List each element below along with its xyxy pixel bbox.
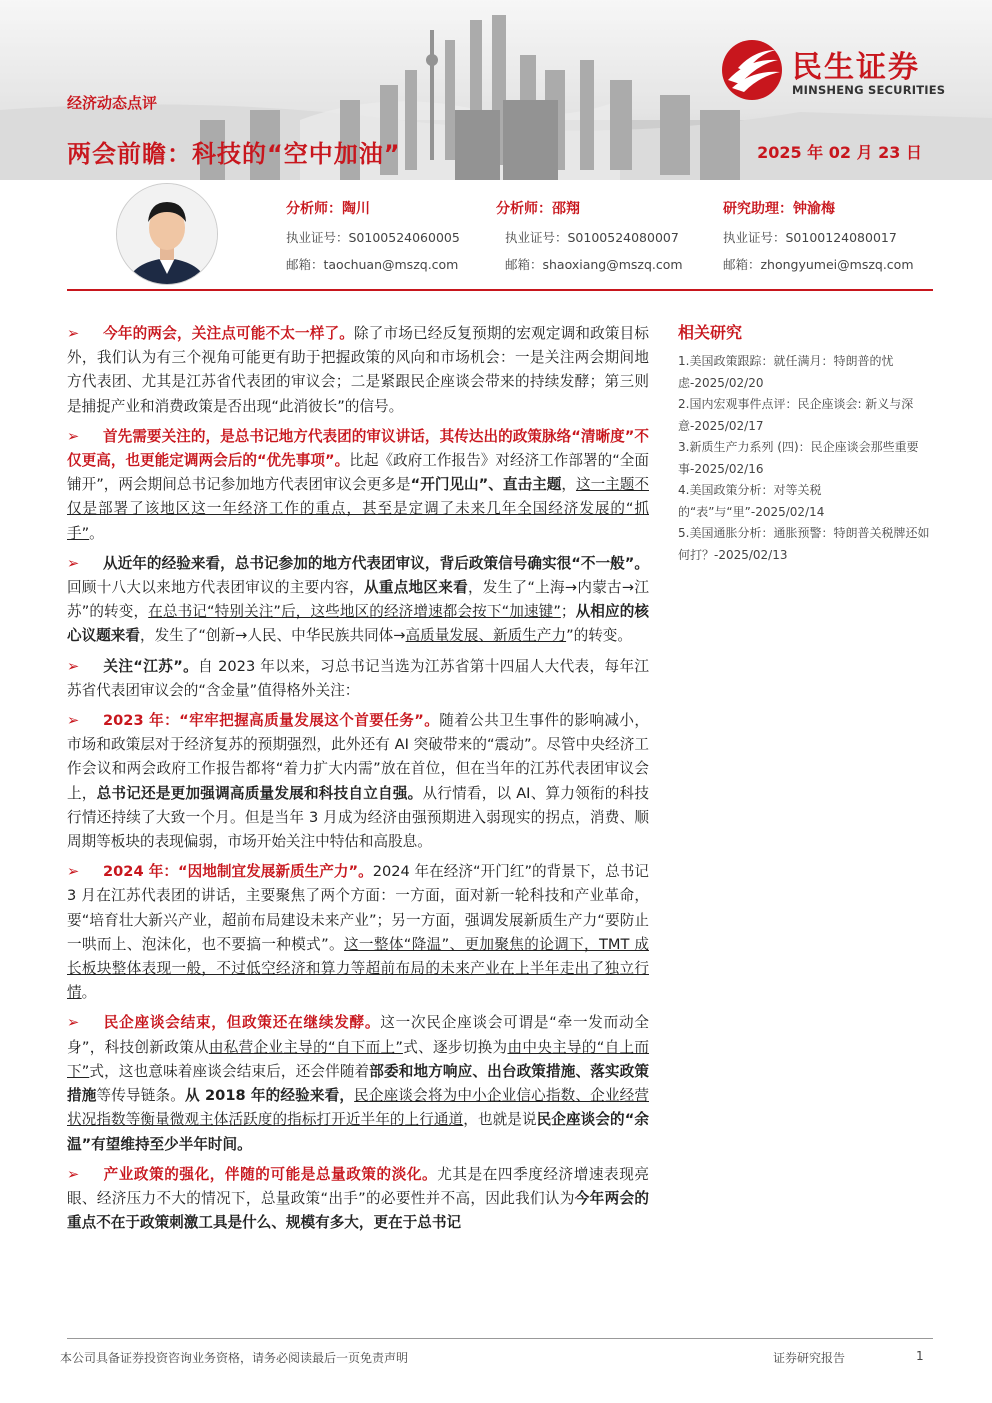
related-research <box>678 320 933 566</box>
related-research-item[interactable]: 5.美国通胀分析：通胀预警：特朗普关税牌还如何打？-2025/02/13 <box>678 526 930 562</box>
analyst-email: 邮箱：zhongyumei@mszq.com <box>723 257 914 272</box>
paragraph: ➢ 产业政策的强化，伴随的可能是总量政策的淡化。尤其是在四季度经济增速表现亮眼、经济压力不大的情况下，总量政策“出手”的必要性并不高，因此我们认为今年两会的重点不在于政策刺激工具是什么、规模有多大，更在于总书记 <box>67 1163 649 1236</box>
header-divider <box>67 289 933 291</box>
analyst-cert: 执业证号：S0100524080007 <box>505 230 679 245</box>
header-banner <box>0 0 992 180</box>
logo-text-en: MINSHENG SECURITIES <box>792 83 946 97</box>
analyst-2 <box>496 198 683 282</box>
company-logo <box>718 38 968 103</box>
paragraph: ➢ 从近年的经验来看，总书记参加的地方代表团审议，背后政策信号确实很“不一般”。回顾十八大以来地方代表团审议的主要内容，从重点地区来看，发生了“上海→内蒙古→江苏”的转变，在总书记“特别关注”后，这些地区的经济增速都会按下“加速键”；从相应的核心议题来看，发生了“创新→人民、中华民族共同体→高质量发展、新质生产力”的转变。 <box>67 552 649 649</box>
footer-report-type: 证券研究报告 <box>773 1351 846 1365</box>
arrow-bullet-icon: ➢ <box>67 1014 80 1032</box>
arrow-bullet-icon: ➢ <box>67 427 80 445</box>
footer-divider <box>67 1338 933 1339</box>
arrow-bullet-icon: ➢ <box>67 554 80 572</box>
arrow-bullet-icon: ➢ <box>67 325 80 342</box>
analyst-cert: 执业证号：S0100124080017 <box>723 230 897 245</box>
related-research-heading: 相关研究 <box>678 323 743 342</box>
related-research-item[interactable]: 2.国内宏观事件点评：民企座谈会: 新义与深意-2025/02/17 <box>678 397 914 433</box>
arrow-bullet-icon: ➢ <box>67 1165 80 1183</box>
page-number: 1 <box>916 1349 924 1363</box>
logo-text-cn: 民生证券 <box>792 50 920 85</box>
related-research-item[interactable]: 1.美国政策跟踪：就任满月：特朗普的忧虑-2025/02/20 <box>678 354 894 390</box>
paragraph: ➢ 首先需要关注的，是总书记地方代表团的审议讲话，其传达出的政策脉络“清晰度”不仅更高，也更能定调两会后的“优先事项”。比起《政府工作报告》对经济工作部署的“全面铺开”，两会期间总书记参加地方代表团审议会更多是“开门见山”、直击主题，这一主题不仅是部署了该地区这一年经济工作的重点，甚至是定调了未来几年全国经济发展的“抓手”。 <box>67 425 649 546</box>
report-category: 经济动态点评 <box>67 94 158 112</box>
paragraph: ➢ 民企座谈会结束，但政策还在继续发酵。这一次民企座谈会可谓是“牵一发而动全身”，科技创新政策从由私营企业主导的“自下而上”式、逐步切换为由中央主导的“自上而下”式，这也意味着座谈会结束后，还会伴随着部委和地方响应、出台政策措施、落实政策措施等传导链条。从 2018 年的经验来看，民企座谈会将为中小企业信心指数、企业经营状况指数等衡量微观主体活跃度的指标打开近半年的上行通道，也就是说民企座谈会的“余温”有望维持至少半年时间。 <box>67 1011 649 1156</box>
report-date: 2025 年 02 月 23 日 <box>757 143 922 162</box>
analyst-3 <box>723 198 914 282</box>
analyst-email: 邮箱：shaoxiang@mszq.com <box>505 257 683 272</box>
analyst-name: 分析师：邵翔 <box>496 201 580 217</box>
arrow-bullet-icon: ➢ <box>67 712 80 730</box>
analyst-cert: 执业证号：S0100524060005 <box>286 230 460 245</box>
arrow-bullet-icon: ➢ <box>67 863 80 881</box>
main-content <box>67 322 649 1241</box>
paragraph: ➢ 今年的两会，关注点可能不太一样了。除了市场已经反复预期的宏观定调和政策目标外，我们认为有三个视角可能更有助于把握政策的风向和市场机会：一是关注两会期间地方代表团、尤其是江苏省代表团的审议会；二是紧跟民企座谈会带来的持续发酵；第三则是捕捉产业和消费政策是否出现“此消彼长”的信号。 <box>67 322 649 419</box>
paragraph: ➢ 关注“江苏”。自 2023 年以来，习总书记当选为江苏省第十四届人大代表，每年江苏省代表团审议会的“含金量”值得格外关注： <box>67 655 649 703</box>
analyst-email: 邮箱：taochuan@mszq.com <box>286 257 459 272</box>
minsheng-logo-icon <box>718 38 786 102</box>
related-research-item[interactable]: 4.美国政策分析：对等关税的“表”与“里”-2025/02/14 <box>678 483 825 519</box>
paragraph: ➢ 2023 年：“牢牢把握高质量发展这个首要任务”。随着公共卫生事件的影响减小，市场和政策层对于经济复苏的预期强烈，此外还有 AI 突破带来的“震动”。尽管中央经济工作会议和两会政府工作报告都将“着力扩大内需”放在首位，但在当年的江苏代表团审议会上，总书记还是更加强调高质量发展和科技自立自强。从行情看，以 AI、算力领衔的科技行情还持续了大致一个月。但是当年 3 月成为经济由强预期进入弱现实的拐点，消费、顺周期等板块的表现偏弱，市场开始关注中特估和高股息。 <box>67 709 649 854</box>
paragraph: ➢ 2024 年：“因地制宜发展新质生产力”。2024 年在经济“开门红”的背景下，总书记 3 月在江苏代表团的讲话，主要聚焦了两个方面：一方面，面对新一轮科技和产业革命，要“培育壮大新兴产业，超前布局建设未来产业”；另一方面，强调发展新质生产力“要防止一哄而上、泡沫化，也不要搞一种模式”。这一整体“降温”、更加聚焦的论调下，TMT 成长板块整体表现一般，不过低空经济和算力等超前布局的未来产业在上半年走出了独立行情。 <box>67 860 649 1005</box>
analyst-avatar <box>116 183 218 285</box>
analyst-1 <box>286 198 460 282</box>
analyst-name: 分析师：陶川 <box>286 201 370 217</box>
report-title: 两会前瞻：科技的“空中加油” <box>67 140 401 168</box>
related-research-item[interactable]: 3.新质生产力系列 (四)：民企座谈会那些重要事-2025/02/16 <box>678 440 919 476</box>
footer-disclaimer: 本公司具备证券投资咨询业务资格，请务必阅读最后一页免责声明 <box>60 1351 409 1365</box>
arrow-bullet-icon: ➢ <box>67 657 80 675</box>
analyst-name: 研究助理：钟渝梅 <box>723 201 835 217</box>
